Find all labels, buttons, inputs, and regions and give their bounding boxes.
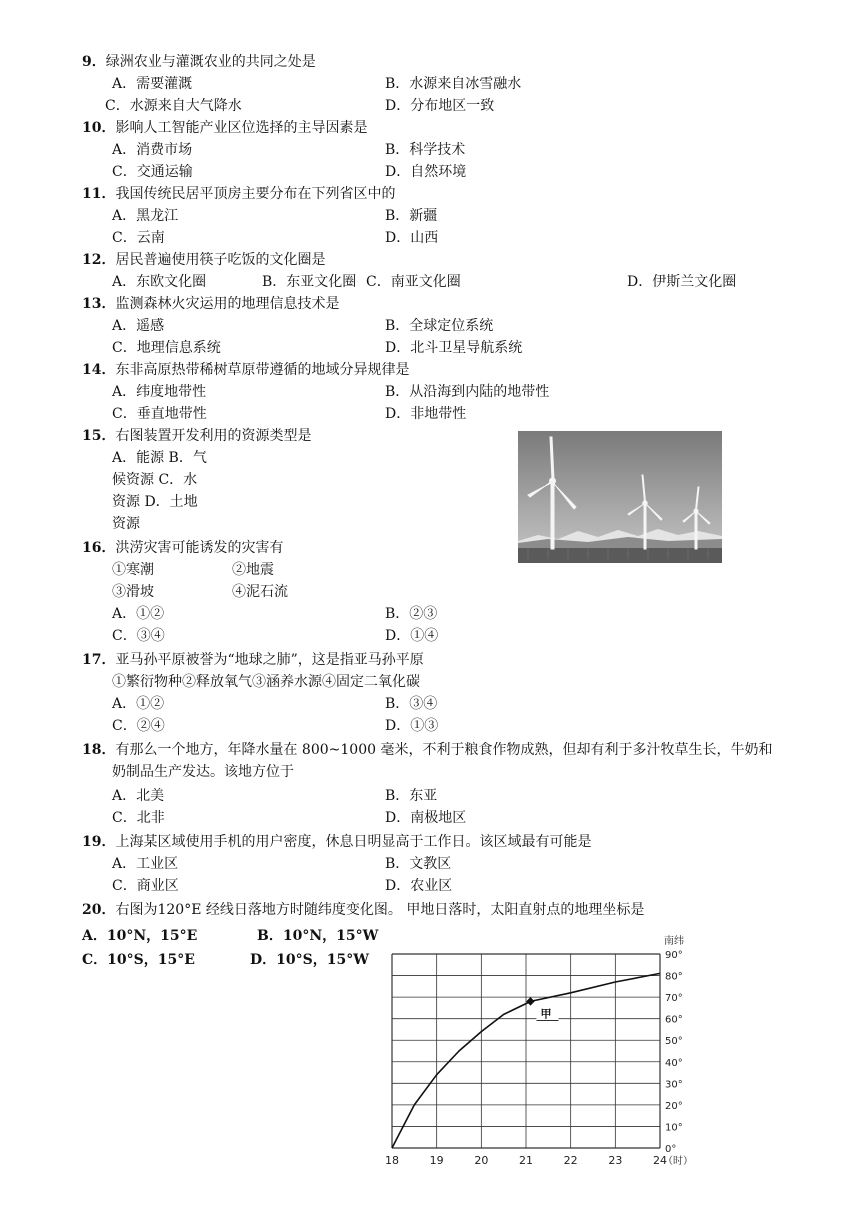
option-d: D．南极地区	[385, 810, 467, 826]
option-c: C．交通运输	[112, 164, 193, 180]
option-c: C．②④	[112, 718, 165, 734]
question-stem: 上海某区域使用手机的用户密度，休息日明显高于工作日。该区域最有可能是	[115, 834, 592, 850]
item-4: ④泥石流	[232, 584, 288, 600]
question-number: 13．	[82, 296, 116, 312]
question-stem: 我国传统民居平顶房主要分布在下列省区中的	[115, 186, 396, 202]
option-b: B．水源来自冰雪融水	[385, 76, 522, 92]
x-tick-label: 21	[519, 1154, 533, 1167]
option-b: B．东亚	[385, 788, 438, 804]
option-c: C．垂直地带性	[112, 406, 207, 422]
question-20	[82, 900, 644, 920]
question-stem: 绿洲农业与灌溉农业的共同之处是	[105, 54, 316, 70]
question-stem: 亚马孙平原被誉为“地球之肺”，这是指亚马孙平原	[115, 652, 424, 668]
y-tick-label: 90°	[665, 950, 683, 961]
question-number: 9．	[82, 54, 106, 70]
x-tick-label: 18	[385, 1154, 399, 1167]
option-d: D．北斗卫星导航系统	[385, 340, 523, 356]
option-a: A．东欧文化圈	[112, 274, 207, 290]
question-stem: 监测森林火灾运用的地理信息技术是	[115, 296, 340, 312]
option-a: A．工业区	[112, 856, 179, 872]
question-number: 16．	[82, 540, 116, 556]
y-axis-label: 南纬	[664, 936, 684, 947]
statement-items: ①繁衍物种②释放氧气③涵养水源④固定二氧化碳	[112, 674, 420, 690]
question-stem-continued: 奶制品生产发达。该地方位于	[112, 764, 294, 780]
question-number: 12．	[82, 252, 116, 268]
option-a: A．纬度地带性	[112, 384, 207, 400]
option-a: A．消费市场	[112, 142, 193, 158]
y-tick-label: 50°	[665, 1036, 683, 1048]
option-d: D．非地带性	[385, 406, 467, 422]
y-tick-label: 40°	[665, 1057, 683, 1069]
option-c: C．地理信息系统	[112, 340, 221, 356]
question-19	[82, 832, 591, 852]
option-b: B．科学技术	[385, 142, 466, 158]
option-b: B．文教区	[385, 856, 452, 872]
y-tick-label: 0°	[665, 1144, 677, 1155]
question-18	[82, 740, 772, 760]
option-c: C．水源来自大气降水	[105, 98, 242, 114]
x-tick-label: 19	[429, 1154, 444, 1167]
x-tick-label: 20	[474, 1154, 489, 1167]
option-d: D．农业区	[385, 878, 453, 894]
y-tick-label: 20°	[665, 1100, 683, 1112]
option-c: C．③④	[112, 628, 165, 644]
x-tick-label: 24	[653, 1154, 667, 1167]
option-c: C．北非	[112, 810, 165, 826]
option-b: B．②③	[385, 606, 438, 622]
option-d: D．山西	[385, 230, 439, 246]
question-14	[82, 360, 409, 380]
question-12	[82, 250, 325, 270]
question-16	[82, 538, 283, 558]
y-tick-label: 60°	[665, 1014, 683, 1026]
x-axis-unit: （时）	[663, 1156, 693, 1167]
option-d: D．10°S，15°W	[250, 952, 369, 968]
option-d: D．自然环境	[385, 164, 467, 180]
x-tick-label: 23	[608, 1154, 623, 1167]
option-a: A．①②	[112, 696, 165, 712]
question-15	[82, 426, 311, 446]
option-b: B．10°N，15°W	[257, 928, 379, 944]
question-13	[82, 294, 339, 314]
option-d: D．分布地区一致	[385, 98, 495, 114]
question-stem: 居民普遍使用筷子吃饭的文化圈是	[115, 252, 326, 268]
option-c: C．南亚文化圈	[366, 274, 461, 290]
option-b: B．从沿海到内陆的地带性	[385, 384, 550, 400]
y-tick-label: 10°	[665, 1122, 683, 1134]
question-stem: 有那么一个地方，年降水量在 800~1000 毫米，不利于粮食作物成熟，但却有利于多汁牧草生长，牛奶和	[115, 742, 773, 758]
option-a: A．需要灌溉	[112, 76, 193, 92]
option-a: A．遥感	[112, 318, 165, 334]
question-17	[82, 650, 424, 670]
y-tick-label: 30°	[665, 1079, 683, 1091]
option-d: D．伊斯兰文化圈	[627, 274, 737, 290]
point-jia-marker	[526, 997, 534, 1005]
y-tick-label: 70°	[665, 993, 683, 1005]
wind-turbine-image	[518, 431, 722, 563]
option-a: A．北美	[112, 788, 165, 804]
question-stem: 东非高原热带稀树草原带遵循的地域分异规律是	[115, 362, 410, 378]
sunset-time-chart	[380, 930, 700, 1175]
option-line-3: 资源 D．土地	[112, 494, 198, 510]
option-a: A．黑龙江	[112, 208, 179, 224]
option-c: C．商业区	[112, 878, 179, 894]
question-number: 17．	[82, 652, 116, 668]
option-a: A．①②	[112, 606, 165, 622]
y-tick-label: 80°	[665, 971, 683, 983]
option-b: B．新疆	[385, 208, 438, 224]
x-tick-label: 22	[563, 1154, 578, 1167]
wind-turbine-photo	[518, 431, 722, 563]
question-number: 14．	[82, 362, 116, 378]
question-number: 19．	[82, 834, 116, 850]
item-3: ③滑坡	[112, 584, 154, 600]
question-stem: 右图装置开发利用的资源类型是	[115, 428, 312, 444]
question-9	[82, 52, 316, 72]
option-c: C．10°S，15°E	[82, 952, 195, 968]
option-line-1: A．能源 B．气	[112, 450, 207, 466]
question-number: 18．	[82, 742, 116, 758]
option-d: D．①③	[385, 718, 439, 734]
option-b: B．③④	[385, 696, 438, 712]
option-line-4: 资源	[112, 516, 140, 532]
item-2: ②地震	[232, 562, 274, 578]
option-d: D．①④	[385, 628, 439, 644]
option-c: C．云南	[112, 230, 165, 246]
question-number: 15．	[82, 428, 116, 444]
option-line-2: 候资源 C．水	[112, 472, 198, 488]
question-stem: 影响人工智能产业区位选择的主导因素是	[115, 120, 368, 136]
question-number: 10．	[82, 120, 116, 136]
question-stem: 右图为120°E 经线日落地方时随纬度变化图。 甲地日落时，太阳直射点的地理坐标是	[115, 902, 645, 918]
chart-svg	[380, 930, 700, 1175]
question-11	[82, 184, 395, 204]
option-b: B．全球定位系统	[385, 318, 494, 334]
point-jia-label: 甲	[540, 1007, 552, 1021]
question-stem: 洪涝灾害可能诱发的灾害有	[115, 540, 284, 556]
question-number: 20．	[82, 902, 116, 918]
question-number: 11．	[82, 186, 116, 202]
item-1: ①寒潮	[112, 562, 154, 578]
option-a: A．10°N，15°E	[82, 928, 198, 944]
option-b: B．东亚文化圈	[262, 274, 357, 290]
question-10	[82, 118, 367, 138]
